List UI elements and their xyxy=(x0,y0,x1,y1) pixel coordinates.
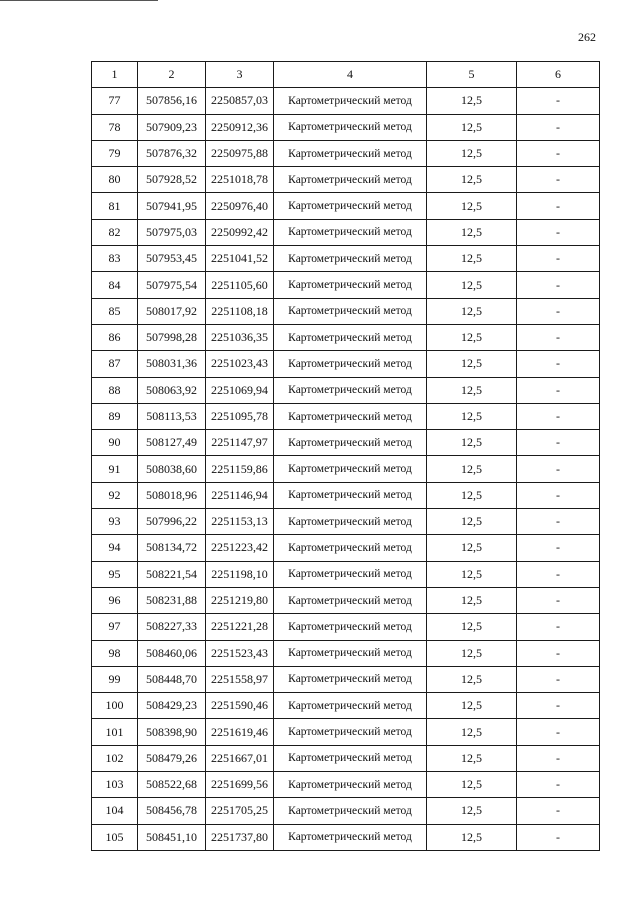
column-header-5: 5 xyxy=(427,62,517,88)
table-row xyxy=(92,246,600,272)
table-row xyxy=(92,640,600,666)
y-coordinate-cell: 2251069,94 xyxy=(206,377,274,403)
x-coordinate-cell: 508456,78 xyxy=(138,798,206,824)
table-row xyxy=(92,456,600,482)
coordinates-table xyxy=(91,61,600,851)
x-coordinate-cell: 508227,33 xyxy=(138,614,206,640)
method-cell: Картометрический метод xyxy=(274,745,427,771)
table-row xyxy=(92,614,600,640)
point-number-cell: 88 xyxy=(92,377,138,403)
accuracy-cell: 12,5 xyxy=(427,351,517,377)
method-cell: Картометрический метод xyxy=(274,219,427,245)
y-coordinate-cell: 2251147,97 xyxy=(206,430,274,456)
method-cell: Картометрический метод xyxy=(274,666,427,692)
table-row xyxy=(92,140,600,166)
point-number-cell: 90 xyxy=(92,430,138,456)
point-number-cell: 100 xyxy=(92,693,138,719)
point-number-cell: 89 xyxy=(92,403,138,429)
point-number-cell: 80 xyxy=(92,167,138,193)
note-cell: - xyxy=(517,561,600,587)
point-number-cell: 81 xyxy=(92,193,138,219)
accuracy-cell: 12,5 xyxy=(427,140,517,166)
table-row xyxy=(92,403,600,429)
note-cell: - xyxy=(517,798,600,824)
y-coordinate-cell: 2251036,35 xyxy=(206,324,274,350)
point-number-cell: 95 xyxy=(92,561,138,587)
header-row xyxy=(92,62,600,88)
point-number-cell: 98 xyxy=(92,640,138,666)
method-cell: Картометрический метод xyxy=(274,772,427,798)
x-coordinate-cell: 508448,70 xyxy=(138,666,206,692)
y-coordinate-cell: 2251667,01 xyxy=(206,745,274,771)
accuracy-cell: 12,5 xyxy=(427,377,517,403)
note-cell: - xyxy=(517,403,600,429)
point-number-cell: 79 xyxy=(92,140,138,166)
point-number-cell: 105 xyxy=(92,824,138,850)
table-row xyxy=(92,272,600,298)
x-coordinate-cell: 508479,26 xyxy=(138,745,206,771)
note-cell: - xyxy=(517,587,600,613)
y-coordinate-cell: 2251018,78 xyxy=(206,167,274,193)
table-header xyxy=(92,62,600,88)
table-row xyxy=(92,772,600,798)
x-coordinate-cell: 507876,32 xyxy=(138,140,206,166)
table-row xyxy=(92,324,600,350)
method-cell: Картометрический метод xyxy=(274,640,427,666)
x-coordinate-cell: 508460,06 xyxy=(138,640,206,666)
y-coordinate-cell: 2251558,97 xyxy=(206,666,274,692)
y-coordinate-cell: 2251619,46 xyxy=(206,719,274,745)
accuracy-cell: 12,5 xyxy=(427,482,517,508)
accuracy-cell: 12,5 xyxy=(427,88,517,114)
method-cell: Картометрический метод xyxy=(274,535,427,561)
method-cell: Картометрический метод xyxy=(274,167,427,193)
y-coordinate-cell: 2251108,18 xyxy=(206,298,274,324)
y-coordinate-cell: 2250976,40 xyxy=(206,193,274,219)
note-cell: - xyxy=(517,298,600,324)
point-number-cell: 97 xyxy=(92,614,138,640)
accuracy-cell: 12,5 xyxy=(427,587,517,613)
y-coordinate-cell: 2251705,25 xyxy=(206,798,274,824)
x-coordinate-cell: 508127,49 xyxy=(138,430,206,456)
point-number-cell: 85 xyxy=(92,298,138,324)
y-coordinate-cell: 2251523,43 xyxy=(206,640,274,666)
accuracy-cell: 12,5 xyxy=(427,745,517,771)
x-coordinate-cell: 508231,88 xyxy=(138,587,206,613)
scan-edge-line xyxy=(0,0,158,1)
x-coordinate-cell: 508522,68 xyxy=(138,772,206,798)
method-cell: Картометрический метод xyxy=(274,509,427,535)
point-number-cell: 86 xyxy=(92,324,138,350)
y-coordinate-cell: 2251153,13 xyxy=(206,509,274,535)
table-row xyxy=(92,745,600,771)
accuracy-cell: 12,5 xyxy=(427,561,517,587)
table-row xyxy=(92,798,600,824)
note-cell: - xyxy=(517,377,600,403)
table-row xyxy=(92,430,600,456)
accuracy-cell: 12,5 xyxy=(427,535,517,561)
x-coordinate-cell: 507953,45 xyxy=(138,246,206,272)
table-row xyxy=(92,193,600,219)
accuracy-cell: 12,5 xyxy=(427,403,517,429)
y-coordinate-cell: 2250857,03 xyxy=(206,88,274,114)
point-number-cell: 78 xyxy=(92,114,138,140)
x-coordinate-cell: 508451,10 xyxy=(138,824,206,850)
note-cell: - xyxy=(517,88,600,114)
y-coordinate-cell: 2251041,52 xyxy=(206,246,274,272)
table-row xyxy=(92,666,600,692)
x-coordinate-cell: 508038,60 xyxy=(138,456,206,482)
y-coordinate-cell: 2251159,86 xyxy=(206,456,274,482)
note-cell: - xyxy=(517,719,600,745)
x-coordinate-cell: 508429,23 xyxy=(138,693,206,719)
note-cell: - xyxy=(517,456,600,482)
point-number-cell: 83 xyxy=(92,246,138,272)
point-number-cell: 103 xyxy=(92,772,138,798)
table-row xyxy=(92,509,600,535)
accuracy-cell: 12,5 xyxy=(427,456,517,482)
y-coordinate-cell: 2251105,60 xyxy=(206,272,274,298)
note-cell: - xyxy=(517,772,600,798)
method-cell: Картометрический метод xyxy=(274,430,427,456)
accuracy-cell: 12,5 xyxy=(427,824,517,850)
note-cell: - xyxy=(517,167,600,193)
note-cell: - xyxy=(517,745,600,771)
y-coordinate-cell: 2251590,46 xyxy=(206,693,274,719)
method-cell: Картометрический метод xyxy=(274,719,427,745)
table-row xyxy=(92,587,600,613)
table-row xyxy=(92,824,600,850)
accuracy-cell: 12,5 xyxy=(427,798,517,824)
method-cell: Картометрический метод xyxy=(274,272,427,298)
x-coordinate-cell: 508134,72 xyxy=(138,535,206,561)
table-body xyxy=(92,88,600,851)
method-cell: Картометрический метод xyxy=(274,88,427,114)
table-row xyxy=(92,88,600,114)
y-coordinate-cell: 2251221,28 xyxy=(206,614,274,640)
table-row xyxy=(92,535,600,561)
table-row xyxy=(92,693,600,719)
table-row xyxy=(92,351,600,377)
x-coordinate-cell: 508221,54 xyxy=(138,561,206,587)
accuracy-cell: 12,5 xyxy=(427,719,517,745)
accuracy-cell: 12,5 xyxy=(427,614,517,640)
method-cell: Картометрический метод xyxy=(274,324,427,350)
point-number-cell: 99 xyxy=(92,666,138,692)
accuracy-cell: 12,5 xyxy=(427,298,517,324)
method-cell: Картометрический метод xyxy=(274,561,427,587)
note-cell: - xyxy=(517,535,600,561)
y-coordinate-cell: 2251699,56 xyxy=(206,772,274,798)
point-number-cell: 92 xyxy=(92,482,138,508)
method-cell: Картометрический метод xyxy=(274,587,427,613)
page-number: 262 xyxy=(578,30,596,44)
accuracy-cell: 12,5 xyxy=(427,324,517,350)
table-row xyxy=(92,219,600,245)
column-header-2: 2 xyxy=(138,62,206,88)
x-coordinate-cell: 507996,22 xyxy=(138,509,206,535)
method-cell: Картометрический метод xyxy=(274,456,427,482)
method-cell: Картометрический метод xyxy=(274,614,427,640)
note-cell: - xyxy=(517,219,600,245)
note-cell: - xyxy=(517,114,600,140)
x-coordinate-cell: 508018,96 xyxy=(138,482,206,508)
column-header-3: 3 xyxy=(206,62,274,88)
y-coordinate-cell: 2250912,36 xyxy=(206,114,274,140)
note-cell: - xyxy=(517,246,600,272)
point-number-cell: 84 xyxy=(92,272,138,298)
method-cell: Картометрический метод xyxy=(274,246,427,272)
point-number-cell: 82 xyxy=(92,219,138,245)
x-coordinate-cell: 507998,28 xyxy=(138,324,206,350)
note-cell: - xyxy=(517,430,600,456)
note-cell: - xyxy=(517,324,600,350)
note-cell: - xyxy=(517,509,600,535)
y-coordinate-cell: 2251146,94 xyxy=(206,482,274,508)
accuracy-cell: 12,5 xyxy=(427,640,517,666)
y-coordinate-cell: 2251198,10 xyxy=(206,561,274,587)
table-row xyxy=(92,482,600,508)
method-cell: Картометрический метод xyxy=(274,377,427,403)
accuracy-cell: 12,5 xyxy=(427,666,517,692)
accuracy-cell: 12,5 xyxy=(427,430,517,456)
y-coordinate-cell: 2251095,78 xyxy=(206,403,274,429)
method-cell: Картометрический метод xyxy=(274,824,427,850)
x-coordinate-cell: 508113,53 xyxy=(138,403,206,429)
y-coordinate-cell: 2251219,80 xyxy=(206,587,274,613)
point-number-cell: 93 xyxy=(92,509,138,535)
x-coordinate-cell: 507856,16 xyxy=(138,88,206,114)
note-cell: - xyxy=(517,824,600,850)
point-number-cell: 102 xyxy=(92,745,138,771)
table-row xyxy=(92,167,600,193)
x-coordinate-cell: 507909,23 xyxy=(138,114,206,140)
method-cell: Картометрический метод xyxy=(274,114,427,140)
method-cell: Картометрический метод xyxy=(274,693,427,719)
column-header-4: 4 xyxy=(274,62,427,88)
y-coordinate-cell: 2251223,42 xyxy=(206,535,274,561)
point-number-cell: 101 xyxy=(92,719,138,745)
note-cell: - xyxy=(517,693,600,719)
y-coordinate-cell: 2250975,88 xyxy=(206,140,274,166)
table-row xyxy=(92,298,600,324)
x-coordinate-cell: 507975,54 xyxy=(138,272,206,298)
accuracy-cell: 12,5 xyxy=(427,509,517,535)
note-cell: - xyxy=(517,640,600,666)
table-row xyxy=(92,561,600,587)
note-cell: - xyxy=(517,140,600,166)
method-cell: Картометрический метод xyxy=(274,140,427,166)
note-cell: - xyxy=(517,614,600,640)
table-row xyxy=(92,377,600,403)
method-cell: Картометрический метод xyxy=(274,351,427,377)
method-cell: Картометрический метод xyxy=(274,482,427,508)
accuracy-cell: 12,5 xyxy=(427,246,517,272)
method-cell: Картометрический метод xyxy=(274,298,427,324)
point-number-cell: 104 xyxy=(92,798,138,824)
y-coordinate-cell: 2251023,43 xyxy=(206,351,274,377)
column-header-6: 6 xyxy=(517,62,600,88)
accuracy-cell: 12,5 xyxy=(427,693,517,719)
point-number-cell: 94 xyxy=(92,535,138,561)
point-number-cell: 96 xyxy=(92,587,138,613)
note-cell: - xyxy=(517,666,600,692)
accuracy-cell: 12,5 xyxy=(427,193,517,219)
accuracy-cell: 12,5 xyxy=(427,272,517,298)
x-coordinate-cell: 507941,95 xyxy=(138,193,206,219)
table-row xyxy=(92,719,600,745)
table-row xyxy=(92,114,600,140)
point-number-cell: 87 xyxy=(92,351,138,377)
note-cell: - xyxy=(517,351,600,377)
method-cell: Картометрический метод xyxy=(274,798,427,824)
method-cell: Картометрический метод xyxy=(274,403,427,429)
accuracy-cell: 12,5 xyxy=(427,114,517,140)
y-coordinate-cell: 2250992,42 xyxy=(206,219,274,245)
x-coordinate-cell: 507928,52 xyxy=(138,167,206,193)
point-number-cell: 91 xyxy=(92,456,138,482)
accuracy-cell: 12,5 xyxy=(427,772,517,798)
x-coordinate-cell: 507975,03 xyxy=(138,219,206,245)
note-cell: - xyxy=(517,193,600,219)
x-coordinate-cell: 508017,92 xyxy=(138,298,206,324)
x-coordinate-cell: 508398,90 xyxy=(138,719,206,745)
x-coordinate-cell: 508063,92 xyxy=(138,377,206,403)
method-cell: Картометрический метод xyxy=(274,193,427,219)
y-coordinate-cell: 2251737,80 xyxy=(206,824,274,850)
column-header-1: 1 xyxy=(92,62,138,88)
accuracy-cell: 12,5 xyxy=(427,219,517,245)
x-coordinate-cell: 508031,36 xyxy=(138,351,206,377)
point-number-cell: 77 xyxy=(92,88,138,114)
note-cell: - xyxy=(517,482,600,508)
accuracy-cell: 12,5 xyxy=(427,167,517,193)
note-cell: - xyxy=(517,272,600,298)
